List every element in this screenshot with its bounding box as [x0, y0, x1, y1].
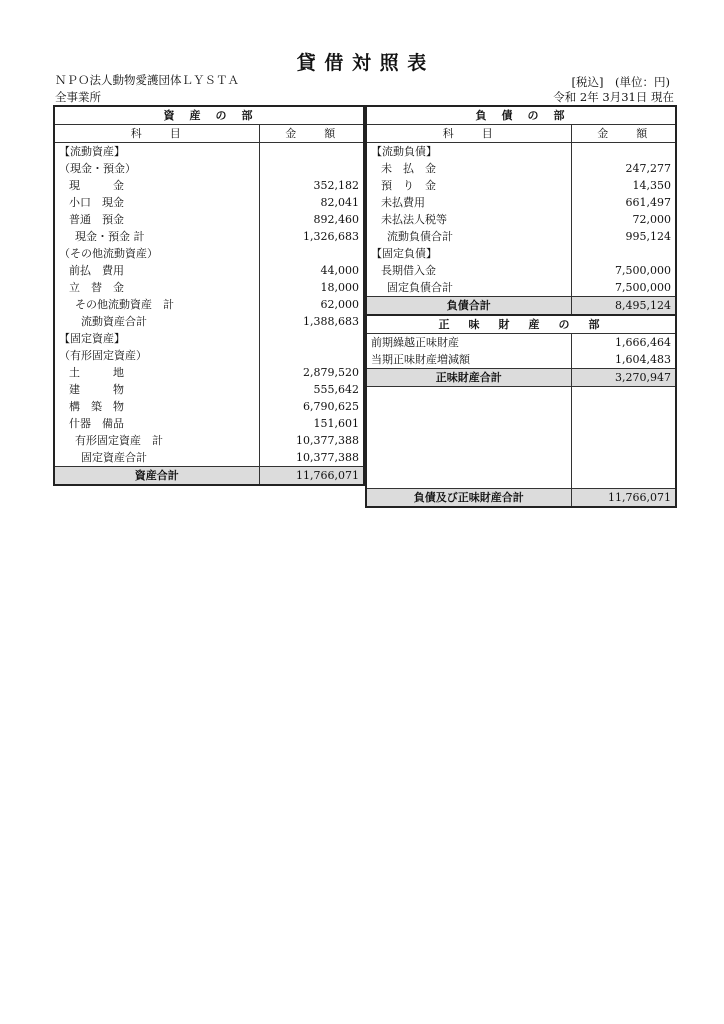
blank-cell — [366, 472, 571, 489]
col-item-header: 科 目 — [54, 125, 259, 143]
blank-row — [366, 404, 676, 421]
table-row — [366, 228, 676, 245]
row-name: 前期繰越正味財産 — [366, 334, 571, 352]
grand-total-label: 負債及び正味財産合計 — [366, 489, 571, 508]
report-date: 令和 2年 3月31日 現在 — [553, 90, 674, 104]
blank-row — [366, 455, 676, 472]
blank-cell — [366, 387, 571, 404]
row-amount: 18,000 — [259, 279, 364, 296]
row-name: 【固定負債】 — [366, 245, 571, 262]
liabilities-section-header — [366, 106, 676, 125]
row-name: 前払 費用 — [54, 262, 259, 279]
assets-table — [53, 105, 365, 486]
row-amount — [571, 245, 676, 262]
blank-cell — [571, 472, 676, 489]
row-amount: 10,377,388 — [259, 432, 364, 449]
row-amount: 14,350 — [571, 177, 676, 194]
row-amount: 62,000 — [259, 296, 364, 313]
row-name: 立 替 金 — [54, 279, 259, 296]
row-amount: 661,497 — [571, 194, 676, 211]
row-amount: 6,790,625 — [259, 398, 364, 415]
blank-row — [366, 438, 676, 455]
table-row — [54, 262, 364, 279]
page-title: 貸 借 対 照 表 — [296, 52, 428, 74]
row-name: 固定資産合計 — [54, 449, 259, 467]
row-amount: 892,460 — [259, 211, 364, 228]
net-assets-total-amount: 3,270,947 — [571, 369, 676, 387]
row-name: 流動負債合計 — [366, 228, 571, 245]
row-amount: 7,500,000 — [571, 279, 676, 297]
row-name: 流動資産合計 — [54, 313, 259, 330]
blank-row — [366, 387, 676, 404]
table-row — [366, 211, 676, 228]
table-row — [54, 381, 364, 398]
row-amount: 44,000 — [259, 262, 364, 279]
organization-name: ＮＰＯ法人動物愛護団体ＬＹＳＴＡ — [55, 73, 239, 87]
row-name: その他流動資産 計 — [54, 296, 259, 313]
table-row — [366, 279, 676, 297]
row-amount: 995,124 — [571, 228, 676, 245]
scope-label: 全事業所 — [55, 90, 101, 104]
table-row — [366, 245, 676, 262]
row-name: 有形固定資産 計 — [54, 432, 259, 449]
liabilities-column-header — [366, 125, 676, 143]
blank-cell — [571, 387, 676, 404]
blank-cell — [366, 455, 571, 472]
row-amount: 247,277 — [571, 160, 676, 177]
col-item-header: 科 目 — [366, 125, 571, 143]
row-name: 小口 現金 — [54, 194, 259, 211]
row-amount — [571, 143, 676, 161]
row-name: 構 築 物 — [54, 398, 259, 415]
row-amount — [259, 245, 364, 262]
row-amount: 352,182 — [259, 177, 364, 194]
row-amount: 1,604,483 — [571, 351, 676, 369]
row-amount: 1,388,683 — [259, 313, 364, 330]
row-amount: 151,601 — [259, 415, 364, 432]
table-row — [366, 194, 676, 211]
assets-column-header — [54, 125, 364, 143]
row-amount: 1,666,464 — [571, 334, 676, 352]
blank-cell — [366, 421, 571, 438]
row-name: 現金・預金 計 — [54, 228, 259, 245]
blank-cell — [366, 438, 571, 455]
row-amount — [259, 330, 364, 347]
assets-section-label: 資 産 の 部 — [54, 106, 364, 125]
table-row — [54, 177, 364, 194]
row-name: 未 払 金 — [366, 160, 571, 177]
col-amount-header: 金 額 — [259, 125, 364, 143]
tax-unit-label: [税込] (単位：円) — [571, 75, 670, 89]
row-name: 什器 備品 — [54, 415, 259, 432]
table-row — [54, 347, 364, 364]
table-row — [54, 143, 364, 161]
row-name: （現金・預金） — [54, 160, 259, 177]
liabilities-total-label: 負債合計 — [366, 297, 571, 316]
blank-cell — [366, 404, 571, 421]
table-row — [54, 160, 364, 177]
assets-total-amount: 11,766,071 — [259, 467, 364, 486]
table-row — [54, 398, 364, 415]
row-amount: 2,879,520 — [259, 364, 364, 381]
table-row — [54, 245, 364, 262]
row-name: 【固定資産】 — [54, 330, 259, 347]
table-row — [366, 160, 676, 177]
row-name: 【流動負債】 — [366, 143, 571, 161]
table-row — [54, 330, 364, 347]
blank-cell — [571, 438, 676, 455]
table-row — [366, 262, 676, 279]
table-row — [366, 177, 676, 194]
assets-total-row — [54, 467, 364, 486]
row-amount — [259, 347, 364, 364]
table-row — [54, 279, 364, 296]
net-assets-section-label: 正 味 財 産 の 部 — [366, 315, 676, 334]
table-row — [366, 351, 676, 369]
row-name: （その他流動資産） — [54, 245, 259, 262]
blank-cell — [571, 421, 676, 438]
row-name: 当期正味財産増減額 — [366, 351, 571, 369]
row-amount: 10,377,388 — [259, 449, 364, 467]
row-amount: 1,326,683 — [259, 228, 364, 245]
blank-cell — [571, 455, 676, 472]
col-amount-header: 金 額 — [571, 125, 676, 143]
table-row — [54, 228, 364, 245]
row-amount: 555,642 — [259, 381, 364, 398]
blank-row — [366, 472, 676, 489]
table-row — [54, 432, 364, 449]
row-name: 長期借入金 — [366, 262, 571, 279]
row-name: 建 物 — [54, 381, 259, 398]
blank-cell — [571, 404, 676, 421]
liabilities-table — [365, 105, 677, 508]
row-name: 未払費用 — [366, 194, 571, 211]
table-row — [54, 364, 364, 381]
row-name: （有形固定資産） — [54, 347, 259, 364]
row-amount — [259, 143, 364, 161]
net-assets-total-label: 正味財産合計 — [366, 369, 571, 387]
grand-total-amount: 11,766,071 — [571, 489, 676, 508]
blank-row — [366, 421, 676, 438]
table-row — [366, 334, 676, 352]
net-assets-section-header — [366, 315, 676, 334]
row-name: 預 り 金 — [366, 177, 571, 194]
net-assets-total-row — [366, 369, 676, 387]
row-name: 普通 預金 — [54, 211, 259, 228]
row-name: 現 金 — [54, 177, 259, 194]
table-row — [54, 194, 364, 211]
table-row — [54, 415, 364, 432]
liabilities-total-row — [366, 297, 676, 316]
row-name: 固定負債合計 — [366, 279, 571, 297]
liabilities-total-amount: 8,495,124 — [571, 297, 676, 316]
row-amount: 82,041 — [259, 194, 364, 211]
row-name: 土 地 — [54, 364, 259, 381]
assets-total-label: 資産合計 — [54, 467, 259, 486]
row-amount: 72,000 — [571, 211, 676, 228]
row-amount — [259, 160, 364, 177]
row-amount: 7,500,000 — [571, 262, 676, 279]
assets-section-header — [54, 106, 364, 125]
table-row — [54, 449, 364, 467]
liabilities-section-label: 負 債 の 部 — [366, 106, 676, 125]
table-row — [54, 313, 364, 330]
table-row — [54, 211, 364, 228]
table-row — [366, 143, 676, 161]
row-name: 【流動資産】 — [54, 143, 259, 161]
table-row — [54, 296, 364, 313]
grand-total-row — [366, 489, 676, 508]
row-name: 未払法人税等 — [366, 211, 571, 228]
